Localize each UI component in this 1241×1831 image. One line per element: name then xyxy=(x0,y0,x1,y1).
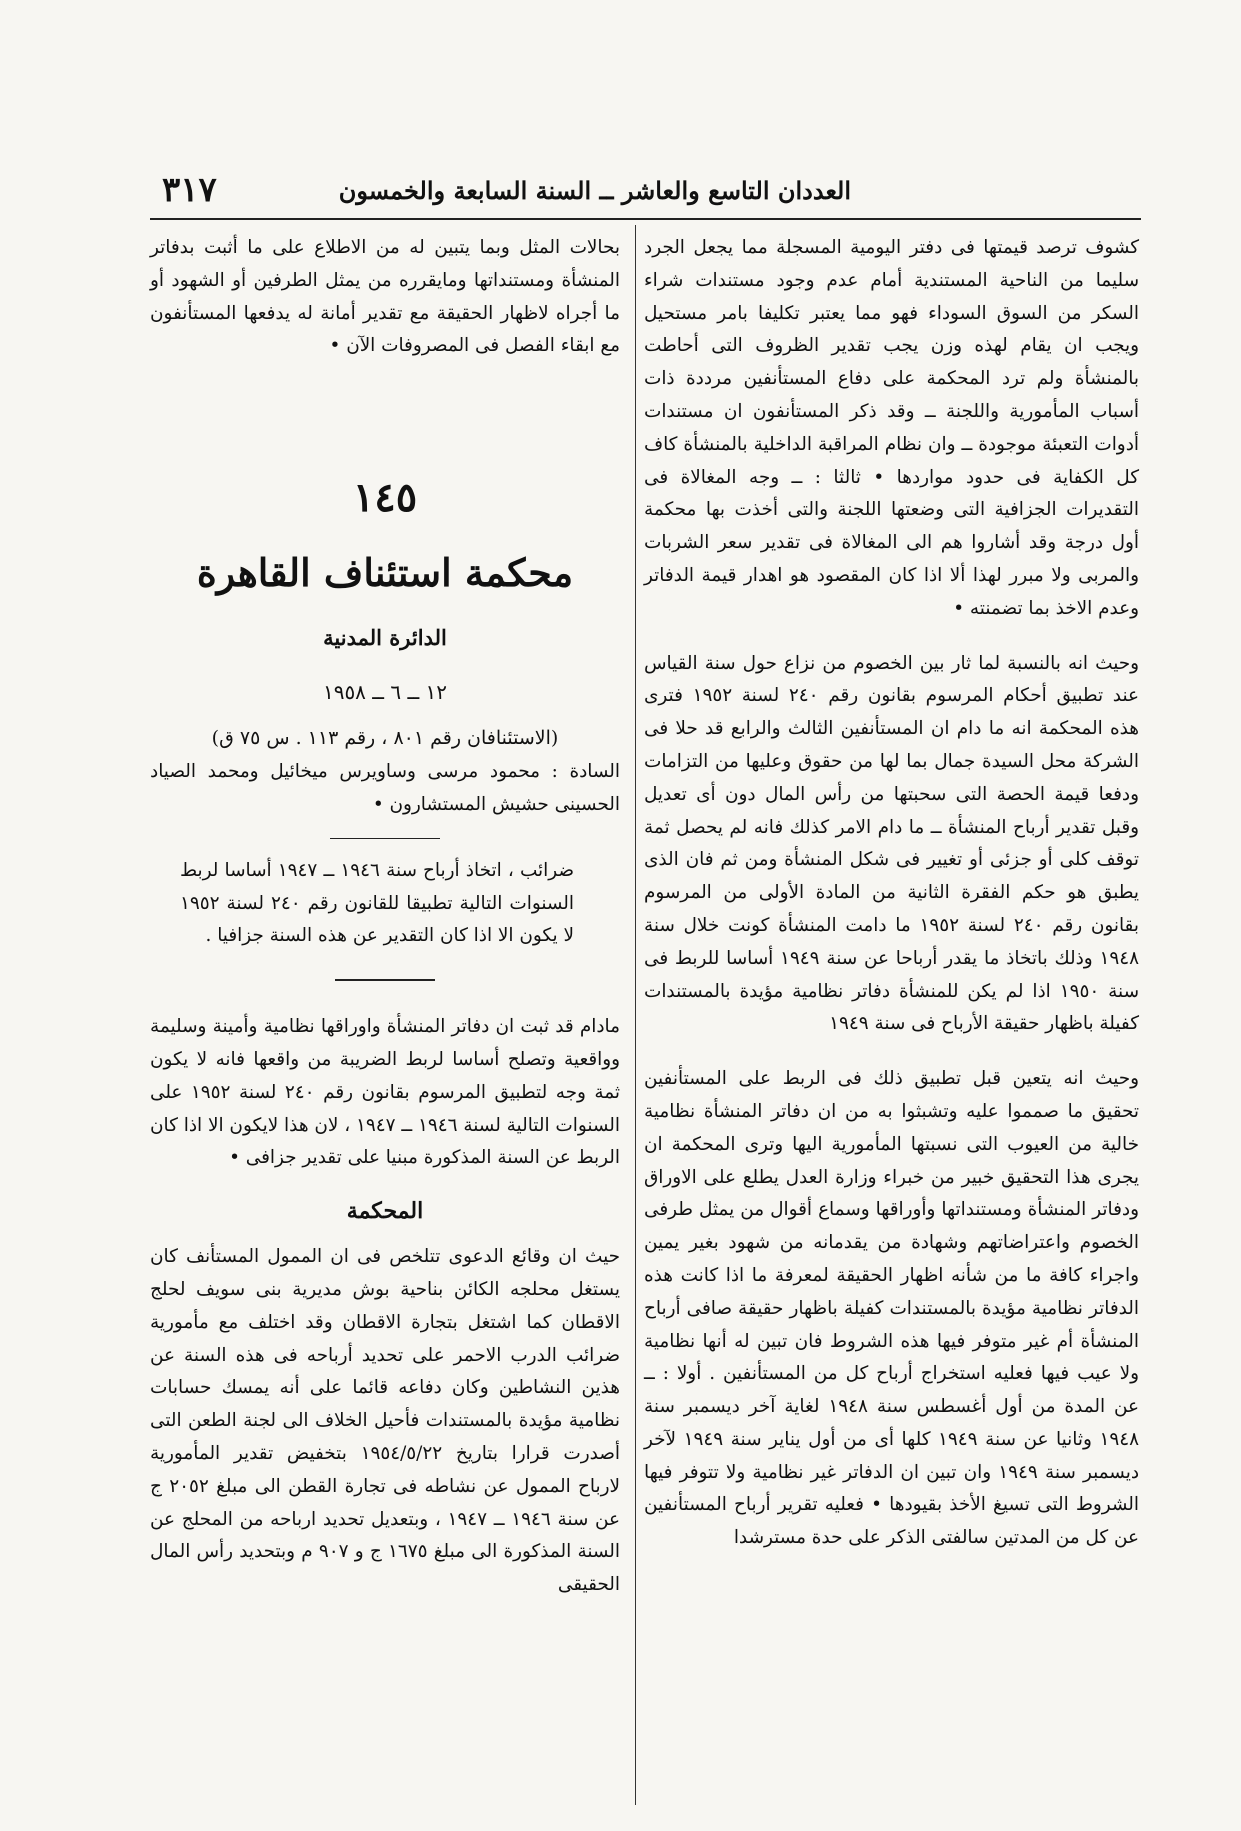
left-column xyxy=(150,232,620,1602)
body-paragraph: كشوف ترصد قيمتها فى دفتر اليومية المسجلة مما يجعل الجرد سليما من الناحية المستندية أمام عدم وجود مستندات شراء السكر من السوق السوداء فهو مما يعتبر تكليفا بامر مستحيل ويجب ان يقام لهذه وزن يجب تقدير الظروف التى أحاطت بالمنشأة ولم ترد المحكمة على دفاع المستأنفين مرددة ذات أسباب المأمورية واللجنة ــ وقد ذكر المستأنفون ان مستندات أدوات التعبئة موجودة ــ وان نظام المراقبة الداخلية بالمنشأة كاف كل الكفاية فى حدود مواردها • ثالثا : ــ وجه المغالاة فى التقديرات الجزافية التى وضعتها اللجنة والتى أخذت بها محكمة أول درجة وقد أشاروا هم الى المغالاة فى تقدير سعر الشربات والمربى ولا مبرر لهذا ألا اذا كان المقصود هو اهدار قيمة الدفاتر وعدم الاخذ بما تضمنته • xyxy=(644,237,1139,619)
header-rule xyxy=(150,218,1141,220)
judges-list: السادة : محمود مرسى وساويرس ميخائيل ومحمد الصياد الحسينى حشيش المستشارون • xyxy=(150,761,620,815)
ruling-date: ١٢ ــ ٦ ــ ١٩٥٨ xyxy=(322,680,448,705)
right-column xyxy=(644,232,1139,1555)
body-paragraph: بحالات المثل وبما يتبين له من الاطلاع على ما أثبت بدفاتر المنشأة ومستنداتها ومايقرره من يمثل الطرفين أو الشهود أو ما أجراه لاظهار الحقيقة مع تقدير أمانة له يدفعها المستأنفون مع ابقاء الفصل فى المصروفات الآن • xyxy=(150,237,620,357)
legal-principle: مادام قد ثبت ان دفاتر المنشأة واوراقها نظامية وأمينة وسليمة وواقعية وتصلح أساسا لربط الضريبة من واقعها فانه لا يكون ثمة وجه لتطبيق المرسوم بقانون رقم ٢٤٠ لسنة ١٩٥٢ على السنوات التالية لسنة ١٩٤٦ ــ ١٩٤٧ ، لان هذا لايكون الا اذا كان الربط عن السنة المذكورة مبنيا على تقدير جزافى • xyxy=(150,1016,621,1169)
page-number: ٣١٧ xyxy=(162,170,217,210)
ruling-text: حيث ان وقائع الدعوى تتلخص فى ان الممول المستأنف كان يستغل محلجه الكائن بناحية بوش مديرية بنى سويف لحلج الاقطان كما اشتغل بتجارة الاقطان وقد اختلف مع مأمورية ضرائب الدرب الاحمر على تحديد أرباحه فى هذه السنة عن هذين النشاطين وكان دفاعه قائما على أنه يمسك حسابات نظامية مؤيدة بالمستندات فأحيل الخلاف الى لجنة الطعن التى أصدرت قرارا بتاريخ ١٩٥٤/٥/٢٢ بتخفيض تقدير المأمورية لارباح الممول عن نشاطه فى تجارة القطن الى مبلغ ٢٠٥٢ ج عن سنة ١٩٤٦ ــ ١٩٤٧ ، وبتعديل تحديد ارباحه من المحلج عن السنة المذكورة الى مبلغ ١٦٧٥ ج و ٩٠٧ م وبتحديد رأس المال الحقيقى xyxy=(150,1246,621,1596)
case-summary: ضرائب ، اتخاذ أرباح سنة ١٩٤٦ ــ ١٩٤٧ أساسا لربط السنوات التالية تطبيقا للقانون رقم ٢٤٠ لسنة ١٩٥٢ لا يكون الا اذا كان التقدير عن هذه السنة جزافيا . xyxy=(180,859,575,947)
court-name: محكمة استئناف القاهرة xyxy=(196,550,574,596)
column-divider xyxy=(635,225,636,1805)
body-paragraph: وحيث انه بالنسبة لما ثار بين الخصوم من نزاع حول سنة القياس عند تطبيق أحكام المرسوم بقانون رقم ٢٤٠ لسنة ١٩٥٢ فترى هذه المحكمة انه ما دام ان المستأنفين الثالث والرابع قد حلا فى الشركة محل السيدة جمال بما لها من حقوق وعليها من التزامات ودفعا قيمة الحصة التى سحبتها من رأس المال دون أى تعديل وقبل تقدير أرباح المنشأة ــ ما دام الامر كذلك فانه لم يحصل ثمة توقف كلى أو جزئى أو تغيير فى شكل المنشأة ومن ثم فان الذى يطبق هو حكم الفقرة الثانية من المادة الأولى من المرسوم بقانون رقم ٢٤٠ لسنة ١٩٥٢ ما دامت المنشأة كونت خلال سنة ١٩٤٨ وذلك باتخاذ ما يقدر أرباحا عن سنة ١٩٤٩ أساسا للربط فى سنة ١٩٥٠ اذا لم يكن للمنشأة دفاتر نظامية مؤيدة بالمستندات كفيلة باظهار حقيقة الأرباح فى سنة ١٩٤٩ xyxy=(644,652,1140,1035)
separator-rule xyxy=(335,979,435,981)
page-header xyxy=(150,170,1141,220)
section-title: المحكمة xyxy=(346,1198,424,1225)
journal-issue-title: العددان التاسع والعاشر ــ السنة السابعة والخمسون xyxy=(338,176,851,205)
court-circuit: الدائرة المدنية xyxy=(323,625,447,651)
separator-rule xyxy=(330,838,440,839)
appeal-numbers: (الاستئنافان رقم ٨٠١ ، رقم ١١٣ . س ٧٥ ق) xyxy=(211,727,559,750)
case-number: ١٤٥ xyxy=(352,474,418,522)
body-paragraph: وحيث انه يتعين قبل تطبيق ذلك فى الربط على المستأنفين تحقيق ما صمموا عليه وتشبثوا به من ان دفاتر المنشأة نظامية خالية من العيوب التى نسبتها المأمورية اليها وترى المحكمة ان يجرى هذا التحقيق خبير من خبراء وزارة العدل يطلع على الاوراق ودفاتر المنشأة ومستنداتها وأوراقها وسماع أقوال من يمثل طرفى الخصوم واعتراضاتهم وشهادة من يقدمانه من شهود بغير يمين واجراء كافة ما من شأنه اظهار الحقيقة لمعرفة ما اذا كانت هذه الدفاتر نظامية مؤيدة بالمستندات كفيلة باظهار حقيقة صافى أرباح المنشأة أم غير متوفر فيها هذه الشروط فان تبين له أنها نظامية ولا عيب فيها فعليه استخراج أرباح كل من المستأنفين . أولا : ــ عن المدة من أول أغسطس سنة ١٩٤٨ لغاية آخر ديسمبر سنة ١٩٤٨ وثانيا عن سنة ١٩٤٩ كلها أى من أول يناير سنة ١٩٤٩ لآخر ديسمبر سنة ١٩٤٩ وان تبين ان الدفاتر غير نظامية ولا تتوفر فيها الشروط التى تسيغ الأخذ بقيودها • فعليه تقرير أرباح المستأنفين عن كل من المدتين سالفتى الذكر على حدة مسترشدا xyxy=(644,1068,1140,1549)
